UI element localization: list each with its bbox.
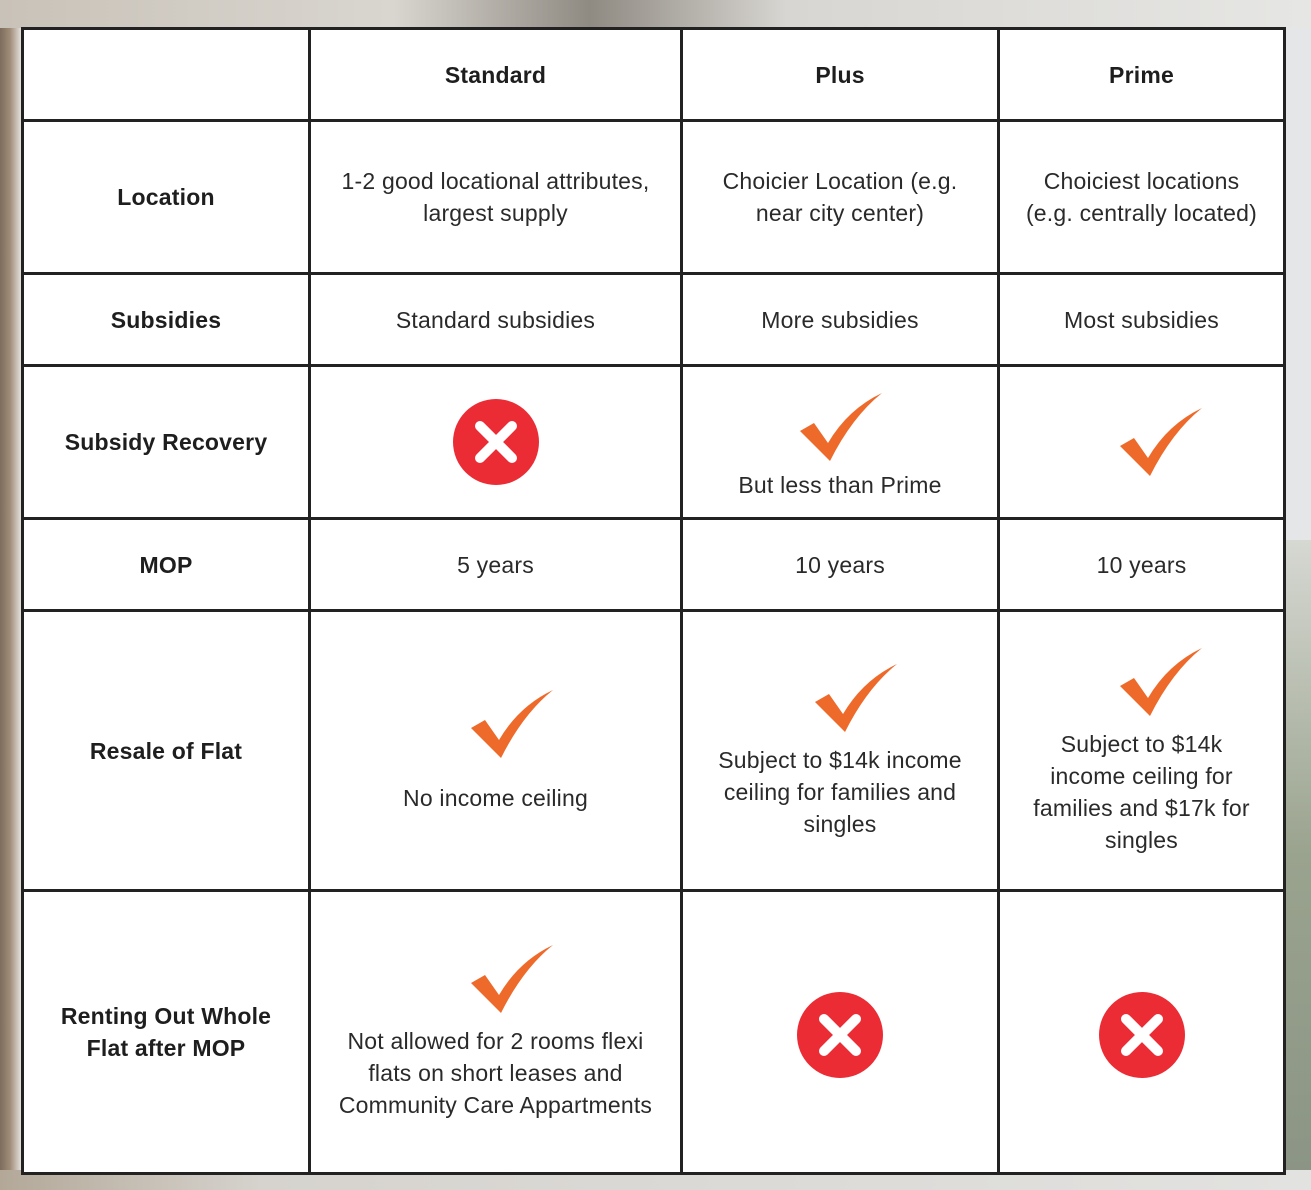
header-row <box>23 29 1285 121</box>
subsidies-standard <box>310 274 682 366</box>
comparison-table-container <box>21 27 1283 1172</box>
table-row <box>23 611 1285 891</box>
cell-text: Subject to $14k income ceiling for families and $17k for singles <box>1033 730 1250 853</box>
cell-text: Not allowed for 2 rooms flexi flats on short leases and Community Care Appartments <box>338 1028 653 1118</box>
cell-text: 10 years <box>795 551 885 578</box>
location-plus <box>682 121 999 274</box>
check-icon <box>1116 646 1204 718</box>
check-icon <box>467 943 555 1015</box>
renting-prime <box>999 891 1285 1174</box>
header-plus: Plus <box>682 29 999 121</box>
table-row <box>23 519 1285 611</box>
renting-standard <box>310 891 682 1174</box>
subsidies-plus <box>682 274 999 366</box>
cell-text: No income ceiling <box>403 784 588 811</box>
renting-plus <box>682 891 999 1174</box>
check-icon <box>1116 406 1204 478</box>
resale-standard <box>310 611 682 891</box>
cross-icon <box>796 991 884 1079</box>
subsidy-recovery-standard <box>310 366 682 519</box>
subsidies-prime <box>999 274 1285 366</box>
background-photo-top <box>0 0 1311 28</box>
resale-plus <box>682 611 999 891</box>
table-row <box>23 891 1285 1174</box>
table-row <box>23 121 1285 274</box>
mop-prime <box>999 519 1285 611</box>
mop-plus <box>682 519 999 611</box>
subsidy-recovery-plus <box>682 366 999 519</box>
cell-text: More subsidies <box>761 306 919 333</box>
header-empty-cell <box>23 29 310 121</box>
cell-text: But less than Prime <box>738 472 942 498</box>
cell-text: Standard subsidies <box>395 306 596 333</box>
check-icon <box>796 391 884 463</box>
cell-text: Most subsidies <box>1064 306 1219 333</box>
header-standard: Standard <box>310 29 682 121</box>
row-label-renting-out <box>23 891 310 1174</box>
row-label-location: Location <box>23 121 310 274</box>
location-prime <box>999 121 1285 274</box>
header-prime: Prime <box>999 29 1285 121</box>
cell-text: 1-2 good locational attributes, largest supply <box>341 168 650 226</box>
table-row <box>23 274 1285 366</box>
row-label-mop: MOP <box>23 519 310 611</box>
cross-icon <box>452 398 540 486</box>
mop-standard <box>310 519 682 611</box>
background-photo-right <box>1284 540 1311 1170</box>
cell-text: Choicier Location (e.g. near city center) <box>722 168 958 226</box>
cell-text: 5 years <box>457 551 534 578</box>
cell-text: Subject to $14k income ceiling for families and singles <box>718 746 962 837</box>
cell-text: Renting Out Whole Flat after MOP <box>60 1003 272 1061</box>
row-label-subsidy-recovery: Subsidy Recovery <box>23 366 310 519</box>
row-label-resale-of-flat: Resale of Flat <box>23 611 310 891</box>
cell-text: 10 years <box>1096 551 1187 578</box>
check-icon <box>467 688 555 760</box>
check-icon <box>811 662 899 734</box>
subsidy-recovery-prime <box>999 366 1285 519</box>
comparison-table <box>21 27 1286 1175</box>
cell-text: Choiciest locations (e.g. centrally located) <box>1025 168 1258 226</box>
location-standard <box>310 121 682 274</box>
resale-prime <box>999 611 1285 891</box>
table-row <box>23 366 1285 519</box>
cross-icon <box>1098 991 1186 1079</box>
row-label-subsidies: Subsidies <box>23 274 310 366</box>
